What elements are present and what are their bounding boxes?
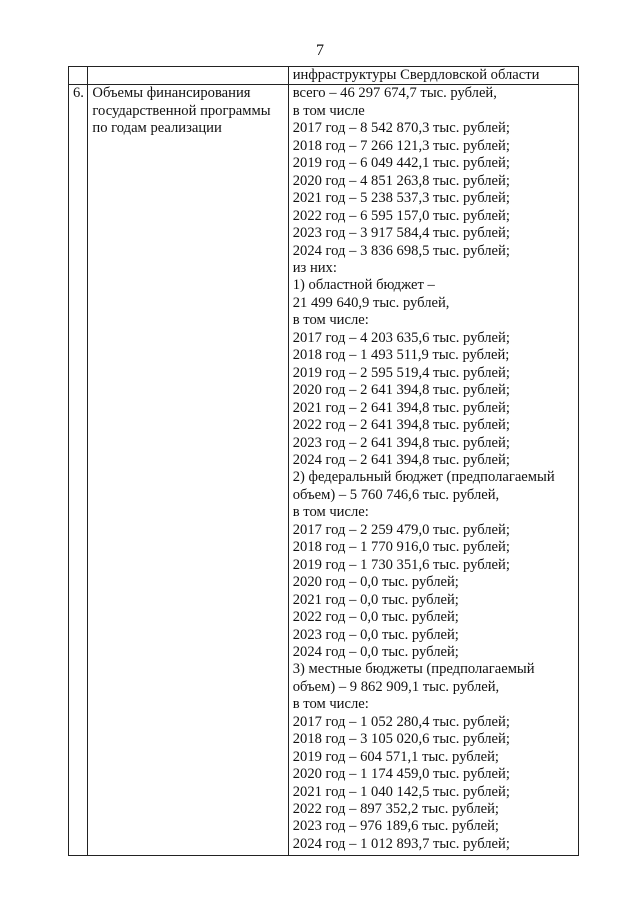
value-line: 2020 год – 1 174 459,0 тыс. рублей;	[292, 766, 510, 783]
value-line: объем) – 9 862 909,1 тыс. рублей,	[292, 678, 500, 695]
table-row-continued	[69, 67, 579, 85]
value-line: всего – 46 297 674,7 тыс. рублей,	[292, 85, 497, 102]
value-line: 2019 год – 604 571,1 тыс. рублей;	[292, 748, 499, 765]
value-line: 2021 год – 0,0 тыс. рублей;	[292, 591, 459, 608]
value-line: в том числе:	[292, 312, 369, 329]
value-line: 2024 год – 1 012 893,7 тыс. рублей;	[292, 835, 510, 852]
value-line: 21 499 640,9 тыс. рублей,	[292, 294, 450, 311]
value-line: 1) областной бюджет –	[292, 277, 435, 294]
value-line: 2024 год – 2 641 394,8 тыс. рублей;	[292, 451, 510, 468]
value-line: 2019 год – 6 049 442,1 тыс. рублей;	[292, 155, 510, 172]
value-line: 2020 год – 0,0 тыс. рублей;	[292, 574, 459, 591]
value-line: 2020 год – 4 851 263,8 тыс. рублей;	[292, 172, 510, 189]
financing-values-cell	[288, 85, 578, 856]
row-number-cell: 6.	[69, 85, 88, 856]
value-line: 2023 год – 0,0 тыс. рублей;	[292, 626, 459, 643]
value-line: из них:	[292, 259, 337, 276]
value-line: 2017 год – 4 203 635,6 тыс. рублей;	[292, 329, 510, 346]
page-number: 7	[316, 42, 324, 59]
value-line: 2019 год – 2 595 519,4 тыс. рублей;	[292, 364, 510, 381]
row-number-cell	[69, 67, 88, 85]
value-line: 2024 год – 3 836 698,5 тыс. рублей;	[292, 242, 510, 259]
value-line: 2021 год – 2 641 394,8 тыс. рублей;	[292, 399, 510, 416]
value-line: 2017 год – 8 542 870,3 тыс. рублей;	[292, 120, 510, 137]
value-line: 2023 год – 2 641 394,8 тыс. рублей;	[292, 434, 510, 451]
value-line: 2017 год – 2 259 479,0 тыс. рублей;	[292, 521, 510, 538]
value-line: 2023 год – 976 189,6 тыс. рублей;	[292, 818, 499, 835]
value-line: 2022 год – 0,0 тыс. рублей;	[292, 609, 459, 626]
value-line: 2018 год – 1 493 511,9 тыс. рублей;	[292, 347, 510, 364]
value-line: 2022 год – 2 641 394,8 тыс. рублей;	[292, 417, 510, 434]
value-line: 2020 год – 2 641 394,8 тыс. рублей;	[292, 382, 510, 399]
value-line: 2021 год – 5 238 537,3 тыс. рублей;	[292, 190, 510, 207]
value-line: 2017 год – 1 052 280,4 тыс. рублей;	[292, 713, 510, 730]
table-row-financing	[69, 85, 579, 856]
value-line: 2021 год – 1 040 142,5 тыс. рублей;	[292, 783, 510, 800]
value-line: 2023 год – 3 917 584,4 тыс. рублей;	[292, 225, 510, 242]
row-value-cell	[288, 67, 578, 85]
value-line: в том числе:	[292, 504, 369, 521]
value-line: инфраструктуры Свердловской области	[292, 67, 540, 83]
row-name-cell	[88, 85, 288, 856]
value-line: 2018 год – 1 770 916,0 тыс. рублей;	[292, 539, 510, 556]
value-line: в том числе	[292, 102, 365, 119]
value-line: 2018 год – 3 105 020,6 тыс. рублей;	[292, 731, 510, 748]
value-line: 2024 год – 0,0 тыс. рублей;	[292, 643, 459, 660]
value-line: 2019 год – 1 730 351,6 тыс. рублей;	[292, 556, 510, 573]
value-line: 2022 год – 897 352,2 тыс. рублей;	[292, 801, 499, 818]
value-line: 2018 год – 7 266 121,3 тыс. рублей;	[292, 137, 510, 154]
program-passport-table	[68, 66, 579, 856]
value-line: объем) – 5 760 746,6 тыс. рублей,	[292, 486, 500, 503]
value-line: в том числе:	[292, 696, 369, 713]
value-line: 2022 год – 6 595 157,0 тыс. рублей;	[292, 207, 510, 224]
value-line: 3) местные бюджеты (предполагаемый	[292, 661, 535, 678]
row-name-cell	[88, 67, 288, 85]
financing-heading: Объемы финансирования государственной программы по годам реализации	[92, 85, 271, 137]
value-line: 2) федеральный бюджет (предполагаемый	[292, 469, 555, 486]
